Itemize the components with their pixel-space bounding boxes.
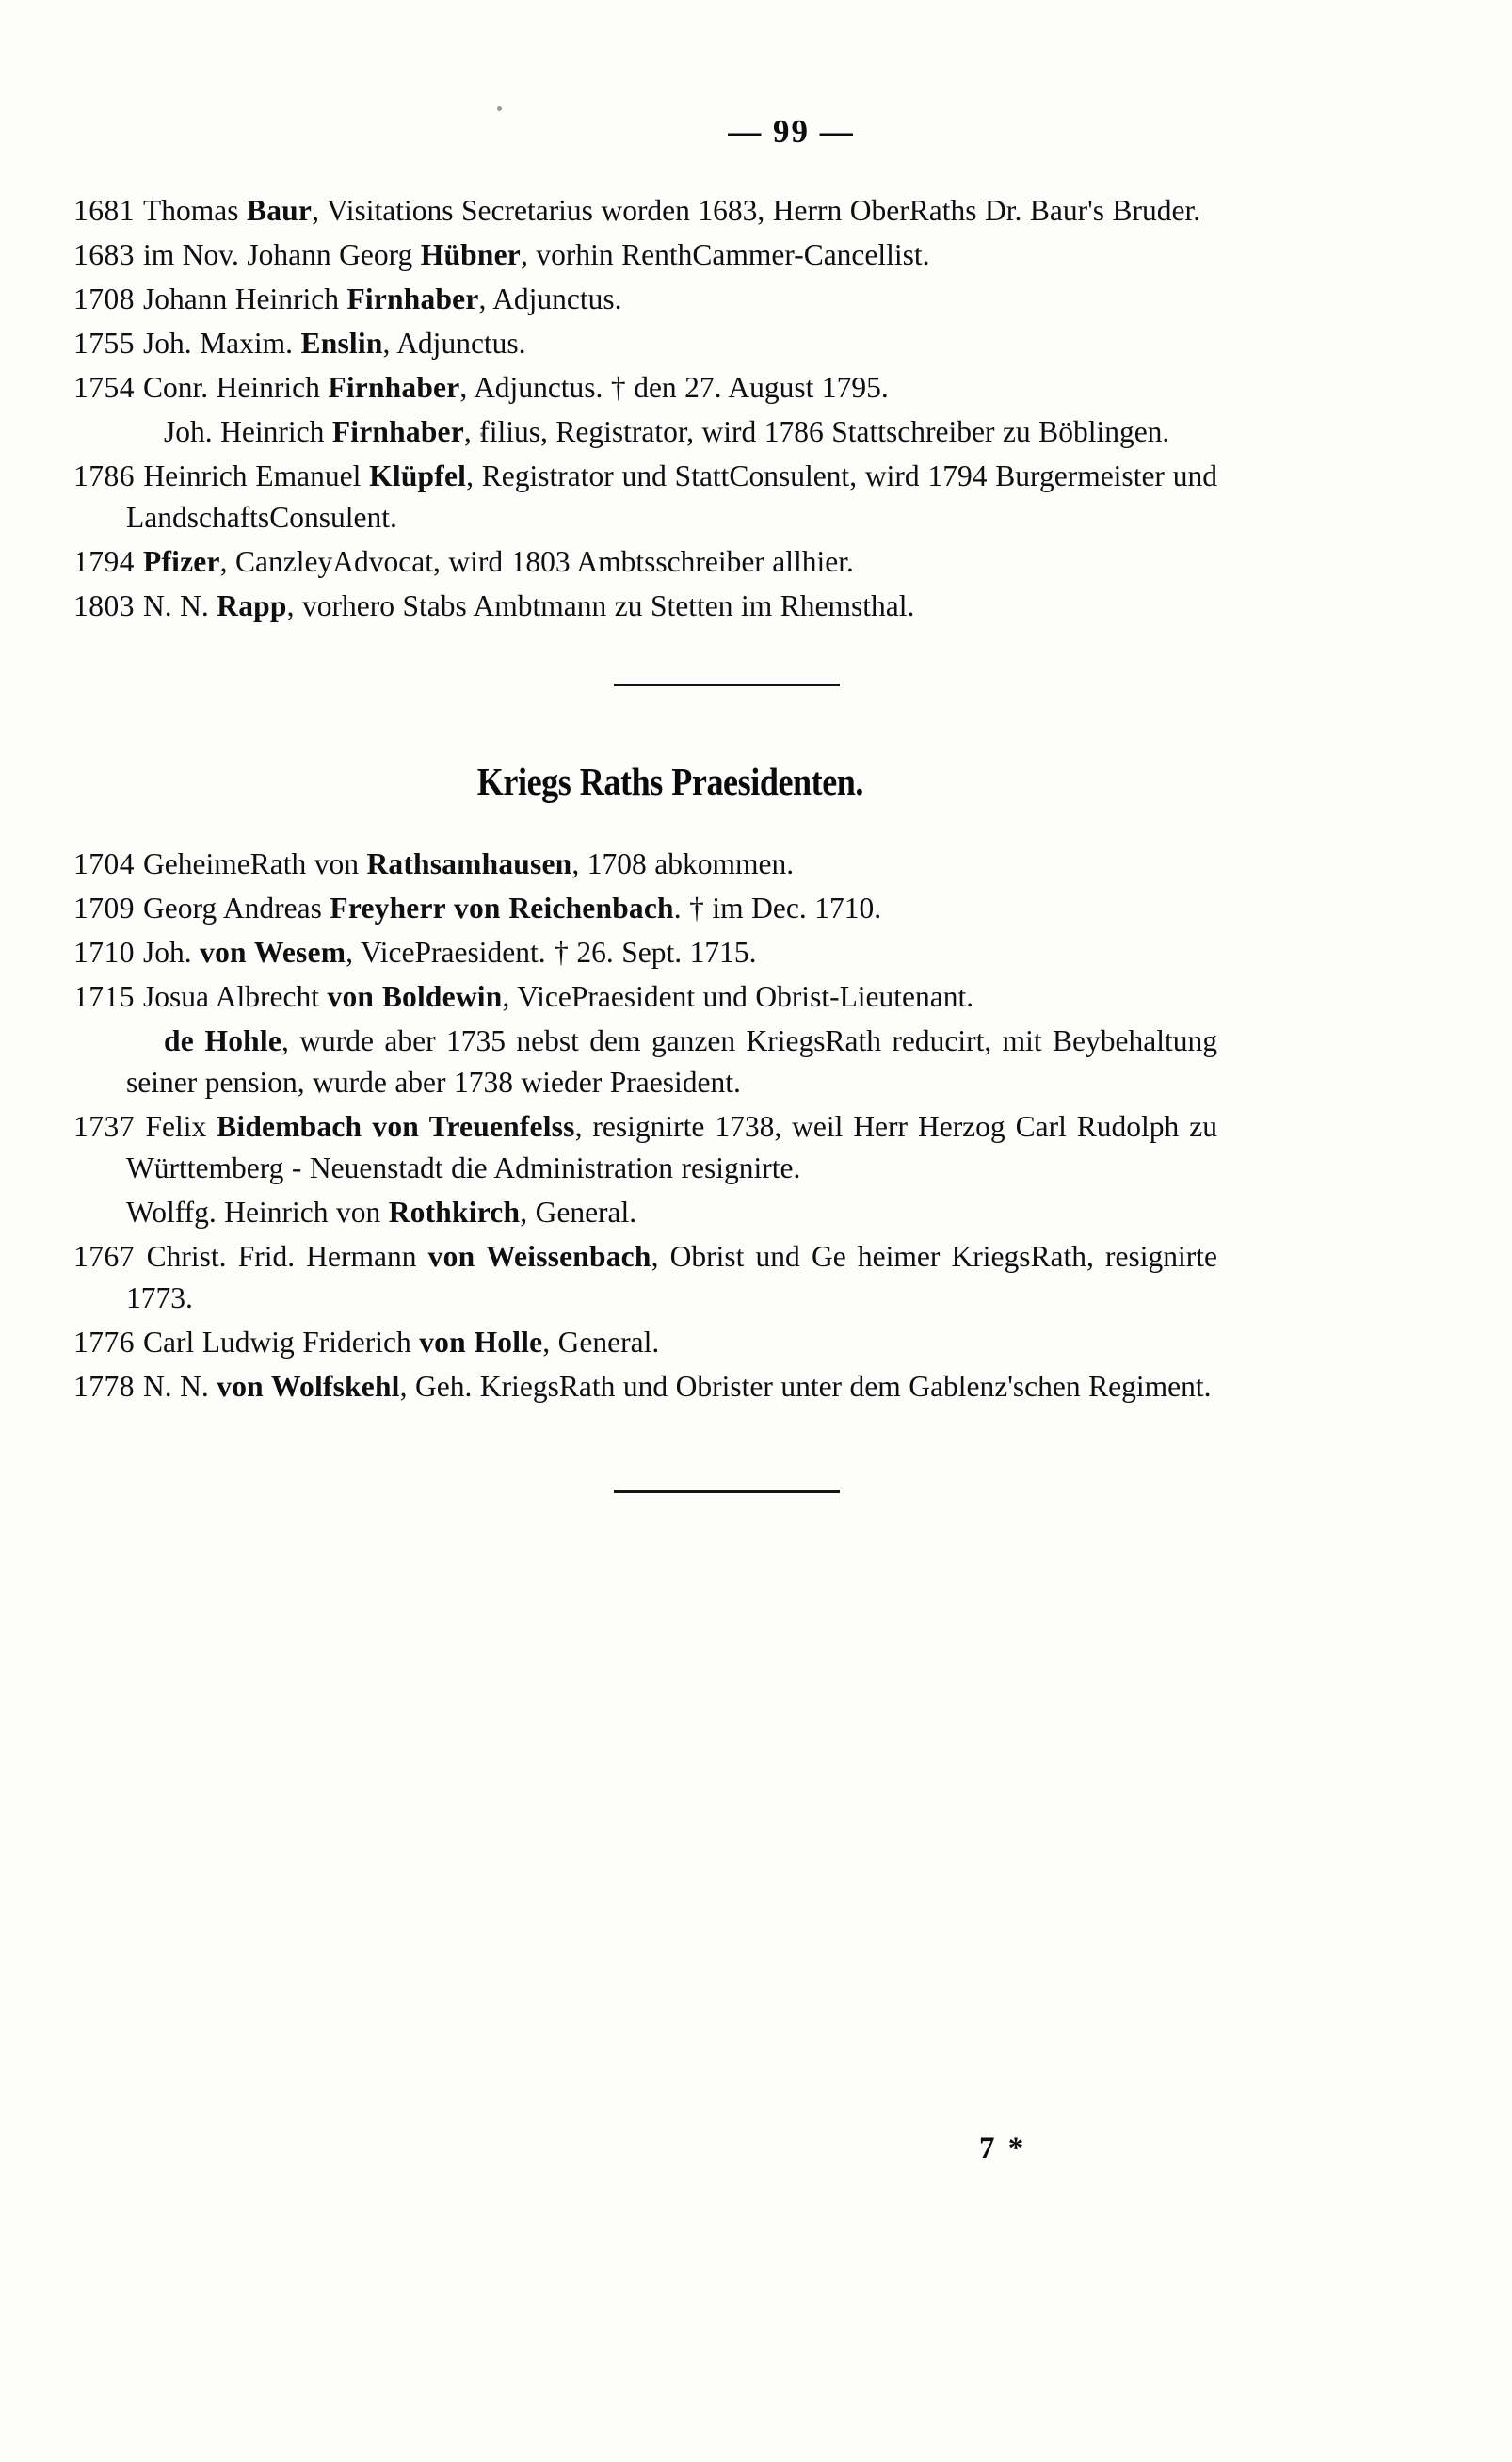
entry-text: Josua Albrecht	[143, 980, 328, 1013]
entry-line	[73, 541, 1217, 583]
praesidenten-entry-list	[73, 844, 1217, 1408]
entry-line	[73, 586, 1217, 627]
entry-year: 1715	[73, 980, 144, 1013]
entry-text: , Adjunctus.	[478, 282, 622, 315]
entry-person-name: Rathsamhausen	[366, 847, 572, 880]
entry-line	[73, 456, 1217, 539]
entry-line	[73, 1021, 1217, 1103]
entry-line	[73, 888, 1217, 929]
entry-year: 1776	[73, 1326, 144, 1359]
entry-year: 1708	[73, 282, 144, 315]
signature-mark: 7 *	[979, 2132, 1027, 2165]
entry-year: 1794	[73, 545, 144, 578]
entry-text: , Obrist und Ge heimer KriegsRath, resignirte 1773.	[126, 1240, 1217, 1314]
entry-text: Wolffg. Heinrich von	[126, 1196, 389, 1229]
entry-text: Felix	[145, 1110, 217, 1143]
entry-person-name: Freyherr von Reichenbach	[330, 892, 674, 925]
entry-line	[73, 1236, 1217, 1319]
entry-line	[73, 367, 1217, 409]
entry-line	[73, 190, 1217, 232]
scan-speck	[497, 106, 502, 111]
entry-text: Heinrich Emanuel	[143, 459, 370, 492]
entry-person-name: Klüpfel	[369, 459, 467, 492]
entry-text: , CanzleyAdvocat, wird 1803 Ambtsschreiber allhier.	[219, 545, 854, 578]
entry-text: , VicePraesident. † 26. Sept. 1715.	[346, 936, 757, 969]
entry-person-name: Hübner	[420, 238, 521, 271]
entry-text: , vorhero Stabs Ambtmann zu Stetten im Rhemsthal.	[286, 589, 915, 622]
entry-person-name: Bidembach von Treuenfelss	[217, 1110, 575, 1143]
entry-line	[73, 1192, 1217, 1233]
page-number-folio	[73, 113, 1217, 151]
entry-text: Carl Ludwig Friderich	[143, 1326, 420, 1359]
entry-person-name: von Weissenbach	[427, 1240, 651, 1273]
entry-text: , filius, Registrator, wird 1786 Stattschreiber zu Böblingen.	[463, 415, 1170, 448]
entry-year: 1737	[73, 1110, 146, 1143]
entry-year: 1710	[73, 936, 144, 969]
section-divider-top	[154, 676, 1298, 693]
entry-text: , General.	[542, 1326, 660, 1359]
entry-text: N. N.	[143, 1370, 217, 1403]
entry-line	[73, 234, 1217, 276]
entry-year: 1709	[73, 892, 144, 925]
entry-text: Joh. Heinrich	[164, 415, 332, 448]
entry-line	[73, 279, 1217, 320]
entry-text: im Nov. Johann Georg	[143, 238, 421, 271]
entry-year: 1803	[73, 589, 144, 622]
entry-text: Johann Heinrich	[143, 282, 347, 315]
folio-dash-right: —	[819, 113, 855, 150]
entry-year: 1704	[73, 847, 144, 880]
entry-text: Joh. Maxim.	[143, 327, 301, 360]
entry-text: Thomas	[143, 194, 248, 227]
entry-year: 1786	[73, 459, 144, 492]
horizontal-rule	[614, 684, 840, 686]
entry-person-name: Firnhaber	[346, 282, 479, 315]
entry-line	[73, 1366, 1217, 1408]
entry-text: , vorhin RenthCammer-Cancellist.	[521, 238, 930, 271]
entry-person-name: Rapp	[217, 589, 287, 622]
entry-text: , 1708 abkommen.	[571, 847, 795, 880]
entry-person-name: von Boldewin	[327, 980, 503, 1013]
entry-year: 1755	[73, 327, 144, 360]
entry-text: , Visitations Secretarius worden 1683, Herrn OberRaths Dr. Baur's Bruder.	[312, 194, 1201, 227]
entry-line	[73, 932, 1217, 974]
entry-text: , resignirte 1738, weil Herr Herzog Carl Rudolph zu Württemberg - Neuenstadt die Administration resignirte.	[126, 1110, 1217, 1184]
entry-text: , wurde aber 1735 nebst dem ganzen KriegsRath reducirt, mit Beybehaltung seiner pension, wurde aber 1738 wieder Praesident.	[126, 1024, 1217, 1099]
entry-text: , General.	[520, 1196, 637, 1229]
entry-year: 1754	[73, 371, 144, 404]
entry-text: , Adjunctus. † den 27. August 1795.	[459, 371, 889, 404]
folio-dash-left: —	[728, 113, 764, 150]
entry-text: Joh.	[143, 936, 201, 969]
entry-person-name: Baur	[247, 194, 313, 227]
entry-line	[73, 1322, 1217, 1363]
entry-text: GeheimeRath von	[143, 847, 367, 880]
entry-text: Georg Andreas	[143, 892, 330, 925]
section-heading-kriegs-raths-praesidenten: Kriegs Raths Praesidenten.	[476, 760, 864, 803]
entry-line	[73, 844, 1217, 885]
entry-year: 1683	[73, 238, 144, 271]
entry-person-name: von Holle	[419, 1326, 543, 1359]
entry-line	[73, 976, 1217, 1018]
entry-text: Conr. Heinrich	[143, 371, 329, 404]
folio-number: 99	[773, 113, 810, 150]
entry-text: , VicePraesident und Obrist-Lieutenant.	[502, 980, 974, 1013]
entry-person-name: Rothkirch	[388, 1196, 521, 1229]
entry-year: 1681	[73, 194, 144, 227]
entry-person-name: Firnhaber	[331, 415, 464, 448]
horizontal-rule	[614, 1490, 840, 1493]
entry-year: 1778	[73, 1370, 144, 1403]
entry-text: Christ. Frid. Hermann	[146, 1240, 428, 1273]
entry-line	[73, 323, 1217, 364]
entry-person-name: von Wesem	[200, 936, 346, 969]
entry-year: 1767	[73, 1240, 147, 1273]
entry-person-name: von Wolfskehl	[217, 1370, 400, 1403]
entry-line	[73, 1106, 1217, 1189]
entry-text: , Geh. KriegsRath und Obrister unter dem Gablenz'schen Regiment.	[399, 1370, 1212, 1403]
entry-line	[73, 411, 1217, 453]
entry-person-name: Firnhaber	[328, 371, 460, 404]
entry-text: N. N.	[143, 589, 217, 622]
entry-text: , Adjunctus.	[382, 327, 526, 360]
officials-entry-list	[73, 190, 1217, 627]
entry-text: , Registrator und StattConsulent, wird 1794 Burgermeister und LandschaftsConsulent.	[126, 459, 1217, 534]
entry-person-name: Enslin	[300, 327, 383, 360]
section-divider-bottom	[154, 1483, 1298, 1500]
page-content	[73, 113, 1217, 1500]
entry-person-name: de Hohle	[164, 1024, 282, 1057]
entry-text: . † im Dec. 1710.	[673, 892, 882, 925]
entry-person-name: Pfizer	[143, 545, 220, 578]
